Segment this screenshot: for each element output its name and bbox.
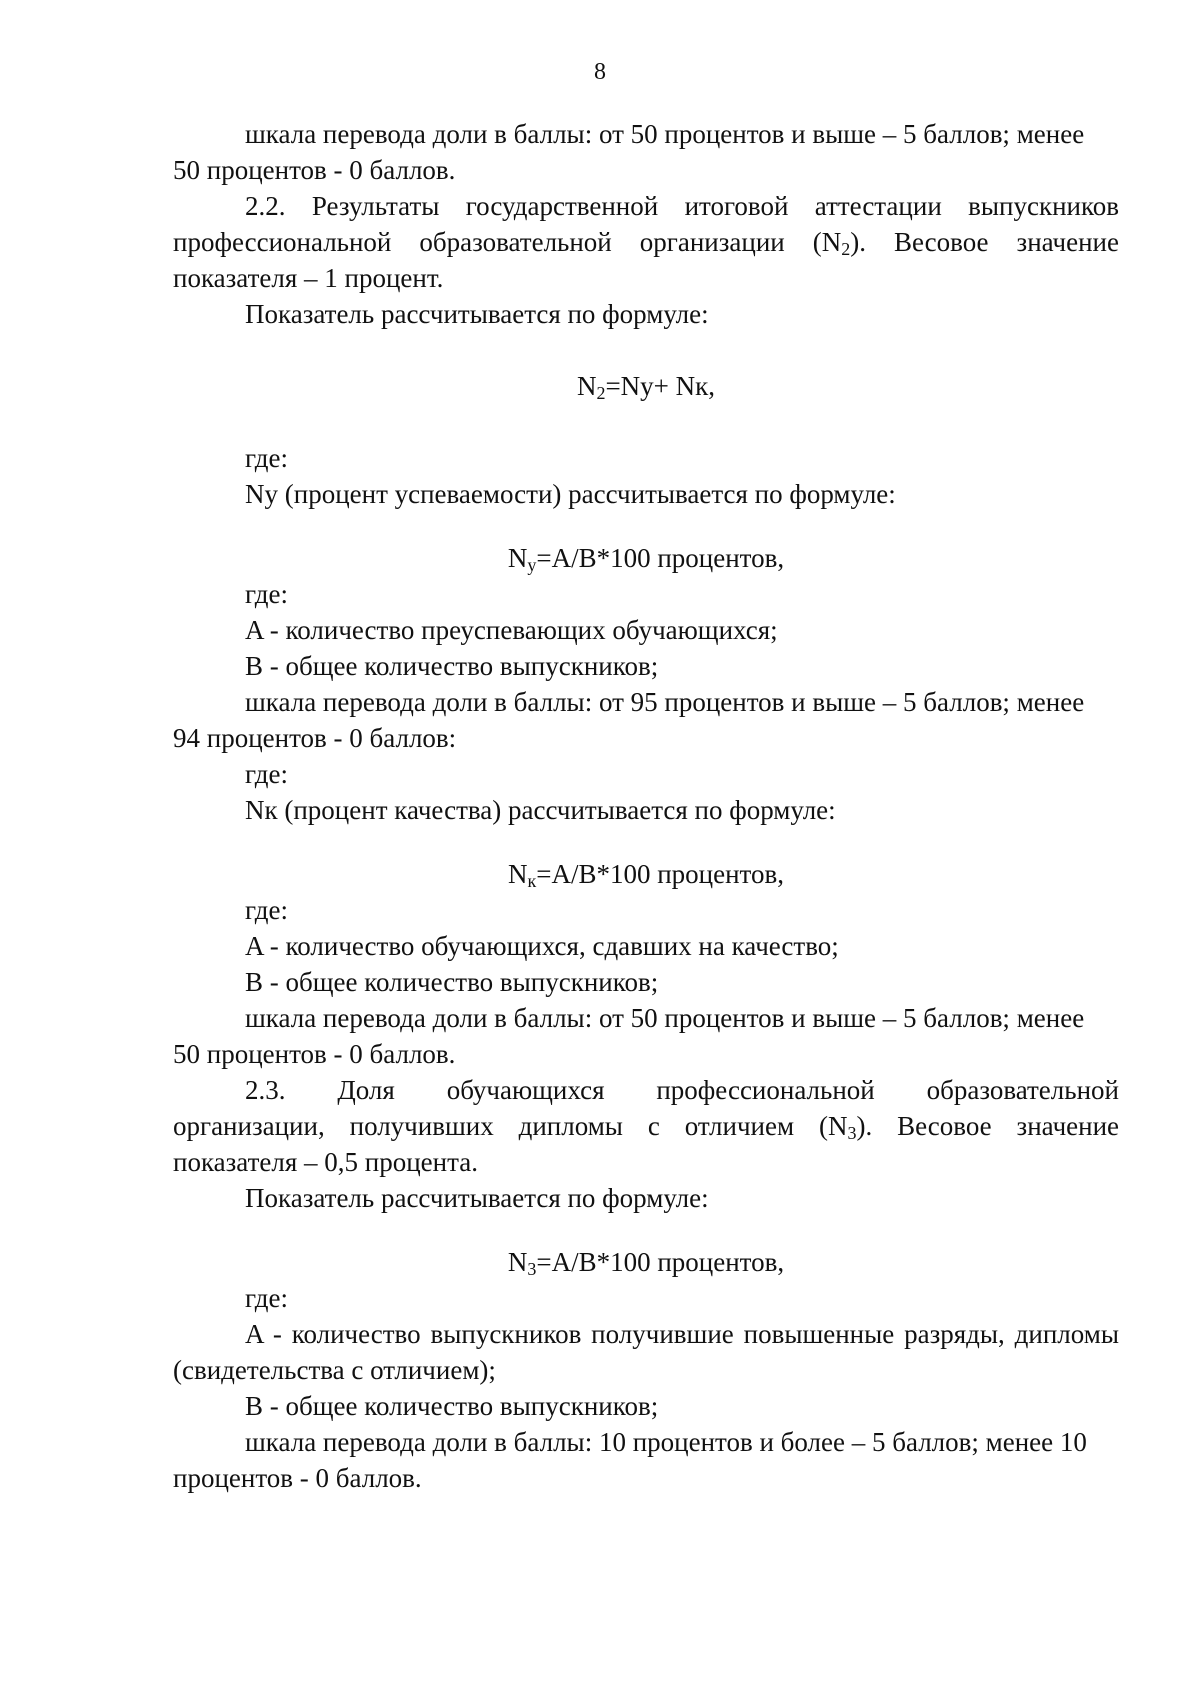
text-line: B - общее количество выпускников; <box>245 967 659 997</box>
formula-ny: $N_у=A/B*100$ процентов, <box>507 543 785 575</box>
text-line: 50 процентов - 0 баллов. <box>173 1039 456 1069</box>
paragraph-a3: A - количество выпускников получившие повышенные разряды, дипломы (свидетельства с отличием); <box>173 1319 1119 1385</box>
text-line: Показатель рассчитывается по формуле: <box>245 299 709 329</box>
text-line: 94 процентов - 0 баллов: <box>173 723 457 753</box>
paragraph-2-2: 2.2. Результаты государственной итоговой аттестации выпускников профессиональной образовательной организации $(N_2)$. Весовое значение показателя – 1 процент. <box>173 191 1119 293</box>
paragraph-2-3-line2: организации, получивших дипломы с отличием $(N_3)$. Весовое значение <box>173 1111 1120 1143</box>
formula-n3: $N_3=A/B*100$ процентов, <box>507 1247 785 1279</box>
text-line: Nк (процент качества) рассчитывается по формуле: <box>245 795 836 825</box>
text-line: где: <box>245 1283 288 1313</box>
paragraph-2-3-line1: 2.3. Доля обучающихся профессиональной образовательной <box>245 1075 1119 1105</box>
text-line: B - общее количество выпускников; <box>245 651 659 681</box>
text-line: B - общее количество выпускников; <box>245 1391 659 1421</box>
text-line: где: <box>245 443 288 473</box>
text-line: A - количество обучающихся, сдавших на качество; <box>245 931 839 961</box>
text-line: процентов - 0 баллов. <box>173 1463 422 1493</box>
text-line: шкала перевода доли в баллы: от 95 процентов и выше – 5 баллов; менее <box>245 687 1085 717</box>
text-line: показателя – 0,5 процента. <box>173 1147 478 1177</box>
text-line: Показатель рассчитывается по формуле: <box>245 1183 709 1213</box>
text-line: Ny (процент успеваемости) рассчитывается по формуле: <box>245 479 896 509</box>
text-line: где: <box>245 579 288 609</box>
text-line: где: <box>245 759 288 789</box>
formula-n2: $N_2=Ny+$ Nк, <box>576 371 716 403</box>
text-line: шкала перевода доли в баллы: от 50 процентов и выше – 5 баллов; менее <box>245 1003 1085 1033</box>
text-line: шкала перевода доли в баллы: 10 процентов и более – 5 баллов; менее 10 <box>245 1427 1087 1457</box>
text-line: шкала перевода доли в баллы: от 50 процентов и выше – 5 баллов; менее <box>245 119 1085 149</box>
page-number: 8 <box>594 59 606 85</box>
formula-nk: $N_к=A/B*100$ процентов, <box>507 859 784 891</box>
page-content <box>173 116 1119 1496</box>
text-line: 50 процентов - 0 баллов. <box>173 155 456 185</box>
text-line: где: <box>245 895 288 925</box>
text-line: A - количество преуспевающих обучающихся; <box>245 615 778 645</box>
